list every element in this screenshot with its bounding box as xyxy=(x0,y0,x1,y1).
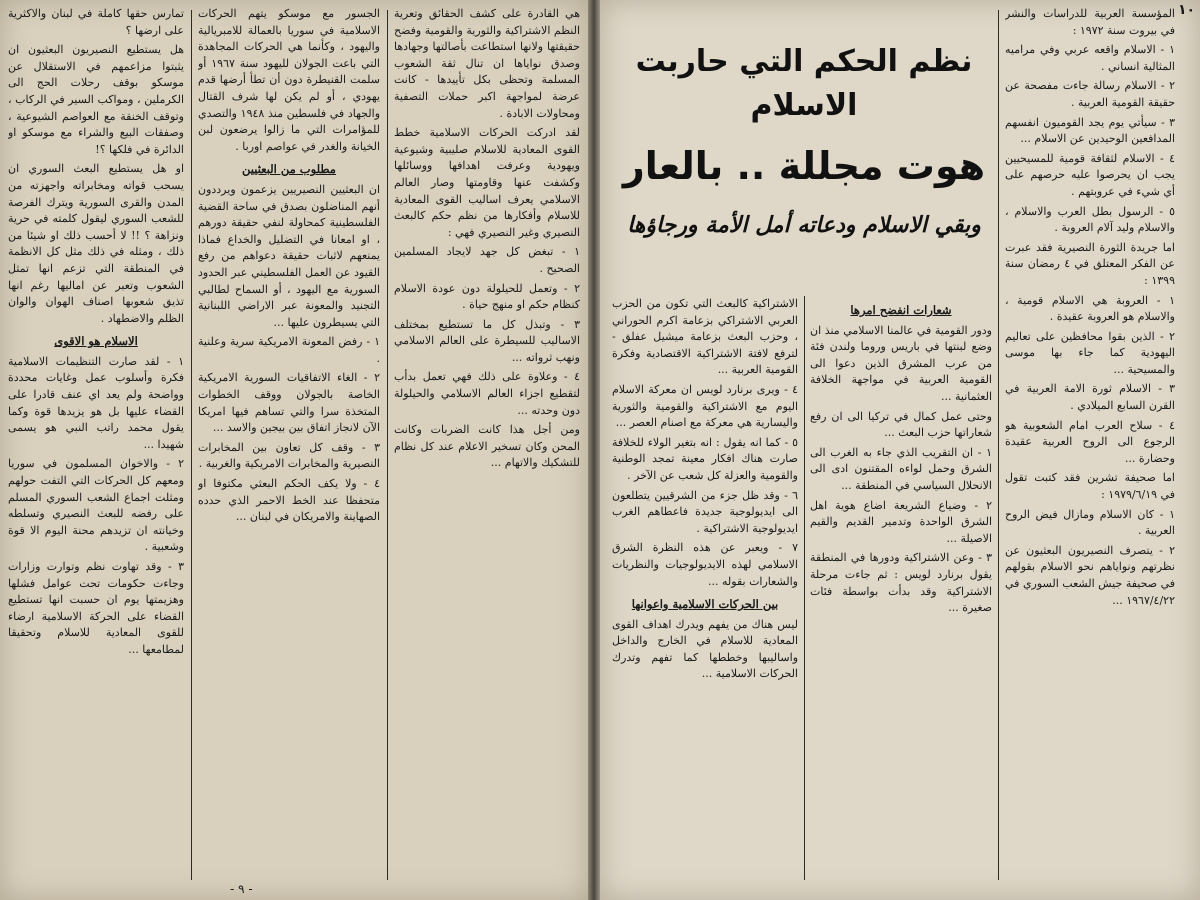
column-divider xyxy=(804,296,805,880)
paragraph: ان البعثيين النصيريين يزعمون ويرددون أنهم المناضلون بصدق في ساحة القضية الفلسطينية كمحاولة لنفي حقيقة دورهم ، او امعانا في التضليل والخداع فماذا يمنعهم لاثبات حقيقة دعواهم من رفع القيود عن العمل الفلسطيني عبر الحدود السورية مع اليهود ، أو السماح لطالبي التجنيد والمعونة عبر الاراضي اللبنانية التي يسيطرون عليها ... xyxy=(198,182,380,329)
paragraph: ١ - كان الاسلام ومازال فيض الروح العربية . xyxy=(1005,507,1175,538)
column-divider xyxy=(191,10,192,880)
paragraph: اما جريدة الثورة النصيرية فقد عبرت عن الفكر المعتلق في ٤ رمضان سنة ١٣٩٩ : xyxy=(1005,240,1175,287)
paragraph: ٢ - وضياع الشريعة اضاع هوية اهل الشرق الواحدة وتدمير القديم والقيم الاصيلة ... xyxy=(810,498,992,545)
paragraph: الجسور مع موسكو يتهم الحركات الاسلامية في سوريا بالعمالة للامبريالية واليهود ، وكأنما هي الحركات المجاهدة التي باعت الجولان لليهود سنة ١٩٦٧ أو سلمت القنيطرة دون أن تطأ أرضها قدم يهودي ، أو لم يكن لها شرف القتال والجهاد في فلسطين منذ ١٩٤٨ والتصدي للمؤامرات التي ما زالوا يرضعون لبن الخيانة والغدر في عواصم اوربا . xyxy=(198,7,380,153)
paragraph: ١ - لقد صارت التنظيمات الاسلامية فكرة وأسلوب عمل وغايات محددة وواضحة ولم يعد اي عنف قادرا على القضاء عليها بل هو يزيدها قوة وكما يقول محمد راتب النبي هو يسمى شهيدا ... xyxy=(8,354,184,451)
left-page xyxy=(0,0,588,900)
paragraph: ٣ - سيأتي يوم يجد القوميون انفسهم المدافعين الوحيدين عن الاسلام ... xyxy=(1005,115,1175,146)
headline-line-1: نظم الحكم التي حاربت الاسلام xyxy=(635,44,973,123)
paragraph: ٢ - والاخوان المسلمون في سوريا ومعهم كل الحركات التي التفت حولهم ومثلت اجماع الشعب السوري المسلم على رفضه للبعث النصيري وتسلطه وخيانته ان تزيدهم محنة اليوم الا قوة وشعبية . xyxy=(8,457,184,554)
left-col-1 xyxy=(8,6,184,890)
paragraph: وحتى عمل كمال في تركيا الى ان رفع شعاراتها حزب البعث ... xyxy=(810,409,992,440)
headline-line-3: وبقي الاسلام ودعاته أمل الأمة ورجاؤها xyxy=(627,213,981,238)
headline-line-2: هوت مجللة .. بالعار xyxy=(622,144,986,188)
paragraph: ٤ - ولا يكف الحكم البعثي مكتوفا او متحفظا عند الخط الاحمر الذي حدده الصهاينة والامريكان في لبنان ... xyxy=(198,477,380,524)
paragraph: ومن أجل هذا كانت الضربات وكانت المحن وكان تسخير الاعلام عند كل نظام للتشكيك والاتهام ... xyxy=(394,423,580,470)
paragraph: ليس هناك من يفهم ويدرك اهداف القوى المعادية للاسلام في الخارج والداخل واساليبها وخططها كما تفهم وتدرك الحركات الاسلامية ... xyxy=(612,617,798,681)
paragraph: ٤ - وعلاوة على ذلك فهي تعمل بدأب لتقطيع اجزاء العالم الاسلامي والحيلولة دون وحدته ... xyxy=(394,370,580,417)
paragraph: المؤسسة العربية للدراسات والنشر في بيروت سنة ١٩٧٢ : xyxy=(1005,7,1175,37)
paragraph: ودور القومية في عالمنا الاسلامي منذ ان وضع لبنتها في باريس وروما ولندن فئة من عرب المشرق الذين دعوا الى القومية العربية في مواجهة الخلافة العثمانية ... xyxy=(810,323,992,403)
corner-mark: ١٠ xyxy=(1178,2,1196,18)
section-heading: الاسلام هو الاقوى xyxy=(54,334,138,349)
paragraph: ١ - ان التقريب الذي جاء به الغرب الى الشرق وحمل لواءه المقتنون ادى الى الانحلال السياسي في المنطقة ... xyxy=(810,445,992,492)
paragraph: ٥ - كما انه يقول : انه بتغير الولاء للخلافة صارت هناك افكار معينة تمجد الوطنية والقومية والعزلة كل شعب عن الآخر . xyxy=(612,435,798,482)
left-col-3 xyxy=(394,6,580,890)
paragraph: ١ - رفض المعونة الامريكية سرية وعلنية . xyxy=(198,335,380,365)
paragraph: الاشتراكية كالبعث التي تكون من الحزب العربي الاشتراكي بزعامة اكرم الحوراني ، وحزب البعث بزعامة ميشيل عفلق - لترفع لافتة الاشتراكية الاقتصادية وفكرة القومية العربية ... xyxy=(612,297,798,377)
paragraph: اما صحيفة تشرين فقد كتبت تقول في ١٩٧٩/٦/١٩ : xyxy=(1005,471,1175,502)
paragraph: ١ - العروبة هي الاسلام قومية ، والاسلام هو العروبة عقيدة . xyxy=(1005,293,1175,324)
right-col-b xyxy=(810,296,992,890)
paragraph: ٥ - الرسول بطل العرب والاسلام ، والاسلام وليد آلام العروبة . xyxy=(1005,204,1175,235)
paragraph: ١ - تبغض كل جهد لايجاد المسلمين الصحيح . xyxy=(394,245,580,275)
paragraph: ٧ - ويعبر عن هذه النظرة الشرق الاسلامي لهذه الايديولوجيات والنظريات والشعارات بقوله ... xyxy=(612,541,798,588)
paragraph: ٦ - وقد ظل جزء من الشرقيين يتطلعون الى ايديولوجية جديدة فاعطاهم الغرب ايديولوجية الاشتراكية . xyxy=(612,488,798,535)
paragraph: ٣ - وعن الاشتراكية ودورها في المنطقة يقول برنارد لويس : ثم جاءت مرحلة الاشتراكية وقد بدأت بواسطة فئات صغيرة ... xyxy=(810,551,992,615)
paragraph: هي القادرة على كشف الحقائق وتعرية النظم الاشتراكية والثورية والقومية وفضح حقيقتها ولانها استطاعت بأصالتها وجهادها وصدق نواياها ان تنال ثقة الشعوب المسلمة وتحظى بكل تأييدها - كانت عرضة لمواجهة اكبر حملات التصفية ومحاولات الابادة . xyxy=(394,7,580,120)
book-gutter xyxy=(588,0,600,900)
paragraph: لقد ادركت الحركات الاسلامية خطط القوى المعادية للاسلام صليبية وشيوعية ويهودية وعرفت اهدافها ووسائلها وكشفت عنها وقاومتها وصار العالم الاسلامي يعرف اساليب القوى المعادية للاسلام وأفكارها من نظم حكم كالبعث النصيري وغير النصيري فهي : xyxy=(394,126,580,239)
paragraph: ٢ - الاسلام رسالة جاءت مفصحة عن حقيقة القومية العربية . xyxy=(1005,79,1175,109)
paragraph: ٢ - وتعمل للحيلولة دون عودة الاسلام كنظام حكم او منهج حياة . xyxy=(394,281,580,312)
paragraph: او هل يستطيع البعث السوري ان يسحب قواته ومخابراته واجهزته من المدن والقرى السورية ويترك الفرصة للشعب السوري ليقول كلمته في حرية ونزاهة ؟ !! لا أحسب ذلك او شيئا من ذلك ، ومثله في ذلك مثل كل الانظمة في المنطقة التي تزعم انها تمثل الشعوب وتعبر عن اماليها رغم انها تذيق شعوبها اصناف الهوان والوان الظلم والاضطهاد . xyxy=(8,162,184,325)
paragraph: ٤ - الاسلام لثقافة قومية للمسيحيين يجب ان يحرصوا عليه حرصهم على أي شيء في عروبتهم . xyxy=(1005,151,1175,198)
paragraph: ٢ - يتصرف النصيريون البعثيون عن نظرتهم ونواياهم نحو الاسلام بقولهم في صحيفة جيش الشعب السوري في ١٩٦٧/٤/٢٢ ... xyxy=(1005,543,1175,607)
paragraph: هل يستطيع النصيريون البعثيون ان يثبتوا مزاعمهم في الاستقلال عن موسكو بوقف رحلات الحج الى الكرملين ، ومواكب السير في الركاب ، وتوقف الخنقة مع العواصم الشيوعية ، وصفقات البيع والشراء مع موسكو او الدائرة في فلكها ؟! xyxy=(8,43,184,156)
paragraph: ٤ - سلاح العرب امام الشعوبية هو الرجوع الى الروح العربية عقيدة وحضارة ... xyxy=(1005,418,1175,465)
paragraph: تمارس حقها كاملة في لبنان والاكثرية على ارضها ؟ xyxy=(8,7,184,37)
section-heading: بين الحركات الاسلامية واعوانها xyxy=(631,597,779,612)
left-col-2 xyxy=(198,6,380,890)
column-divider xyxy=(387,10,388,880)
paragraph: ٣ - وتبذل كل ما تستطيع بمختلف الاساليب للسيطرة على العالم الاسلامي ونهب ثرواته ... xyxy=(394,317,580,364)
page-number: - ٩ - xyxy=(230,882,253,896)
section-heading: مطلوب من البعثيين xyxy=(242,162,336,177)
column-divider xyxy=(998,10,999,880)
right-col-c xyxy=(1005,6,1175,890)
right-col-a xyxy=(612,296,798,890)
paragraph: ٢ - الغاء الاتفاقيات السورية الامريكية الخاصة بالجولان ووقف الخطوات المتخذة سرا والتي تساهم فيها امريكا الآن لانجاز اتفاق بين بيجين والاسد ... xyxy=(198,371,380,435)
paragraph: ٣ - وقف كل تعاون بين المخابرات النصيرية والمخابرات الامريكية والغربية . xyxy=(198,440,380,471)
paragraph: ٢ - الذين بقوا محافظين على تعاليم اليهودية كما جاء بها موسى والمسيحية ... xyxy=(1005,329,1175,376)
article-headline xyxy=(614,40,994,280)
paragraph: ٤ - ويرى برنارد لويس ان معركة الاسلام اليوم مع الاشتراكية والقومية والثورية واليسارية هي معركة مع اصنام العصر ... xyxy=(612,382,798,430)
paragraph: ١ - الاسلام واقعه عربي وفي مراميه المثالية انساني . xyxy=(1005,43,1175,73)
paragraph: ٣ - وقد تهاوت نظم وتوارت وزارات وجاءت حكومات تحت عوامل فشلها وهزيمتها يوم ان حسبت انها تستطيع القضاء على الحركة الاسلامية ارضاء للقوى المعادية للاسلام وتحقيقا لمطامعها ... xyxy=(8,560,184,656)
paragraph: ٣ - الاسلام ثورة الامة العربية في القرن السابع الميلادي . xyxy=(1005,382,1175,413)
section-heading: شعارات انفضح امرها xyxy=(850,303,952,317)
